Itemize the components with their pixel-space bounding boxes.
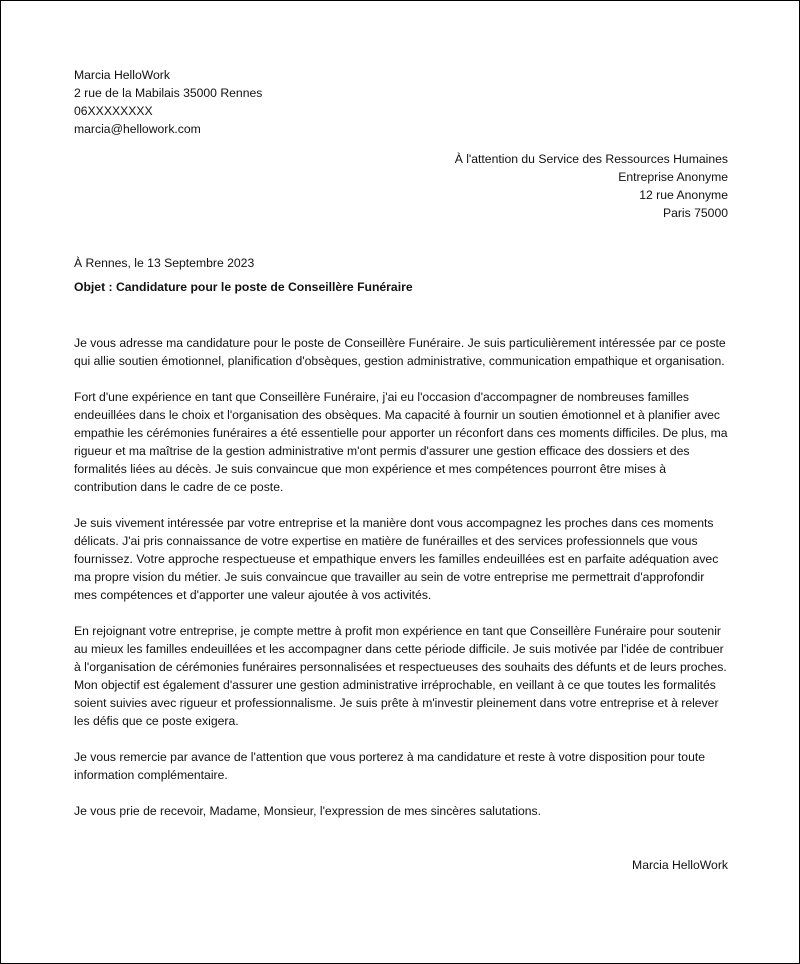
body-paragraph: En rejoignant votre entreprise, je compte mettre à profit mon expérience en tant que Conseillère Funéraire pour soutenir au mieux les familles endeuillées et les accompagner dans cette période difficile. Je suis motivée par l'idée de contribuer à l'organisation de cérémonies funéraires personnalisées et respectueuses des souhaits des défunts et de leurs proches. Mon objectif est également d'assurer une gestion administrative irréprochable, en veillant à ce que toutes les formalités soient suivies avec rigueur et professionnalisme. Je suis prête à m'investir pleinement dans votre entreprise et à relever les défis que ce poste exigera. [74, 624, 727, 728]
sender-address: 2 rue de la Mabilais 35000 Rennes [74, 86, 263, 100]
recipient-attention: À l'attention du Service des Ressources Humaines [454, 152, 728, 166]
body-paragraph: Je suis vivement intéressée par votre entreprise et la manière dont vous accompagnez les proches dans ces moments délicats. J'ai pris connaissance de votre expertise en matière de funérailles et des services professionnels que vous fournissez. Votre approche respectueuse et empathique envers les familles endeuillées est en parfaite adéquation avec ma propre vision du métier. Je suis convaincue que travailler au sein de votre entreprise me permettrait d'approfondir mes compétences et d'apporter une valeur ajoutée à vos activités. [74, 516, 719, 602]
date-line: À Rennes, le 13 Septembre 2023 [74, 256, 255, 270]
sender-phone: 06XXXXXXXX [74, 104, 153, 118]
recipient-company: Entreprise Anonyme [618, 170, 728, 184]
body-paragraph: Fort d'une expérience en tant que Conseillère Funéraire, j'ai eu l'occasion d'accompagner de nombreuses familles endeuillées dans le choix et l'organisation des obsèques. Ma capacité à fournir un soutien émotionnel et à planifier avec empathie les cérémonies funéraires a été essentielle pour apporter un réconfort dans ces moments difficiles. De plus, ma rigueur et ma maîtrise de la gestion administrative m'ont permis d'assurer une gestion efficace des dossiers et des formalités liées au décès. Je suis convaincue que mon expérience et mes compétences pourront être mises à contribution dans le cadre de ce poste. [74, 390, 728, 494]
sender-block [74, 66, 728, 138]
sender-email: marcia@hellowork.com [74, 122, 201, 136]
letter-body [74, 334, 728, 784]
subject-line: Objet : Candidature pour le poste de Conseillère Funéraire [74, 280, 413, 294]
body-paragraph: Je vous adresse ma candidature pour le poste de Conseillère Funéraire. Je suis particulièrement intéressée par ce poste qui allie soutien émotionnel, planification d'obsèques, gestion administrative, communication empathique et organisation. [74, 336, 726, 368]
recipient-city: Paris 75000 [662, 206, 728, 220]
signature: Marcia HelloWork [632, 858, 728, 872]
recipient-street: 12 rue Anonyme [639, 188, 728, 202]
body-paragraph: Je vous remercie par avance de l'attention que vous porterez à ma candidature et reste à votre disposition pour toute information complémentaire. [74, 750, 706, 782]
letter-content [74, 66, 728, 874]
sender-name: Marcia HelloWork [74, 68, 170, 82]
recipient-block [74, 150, 728, 222]
closing-line: Je vous prie de recevoir, Madame, Monsieur, l'expression de mes sincères salutations. [74, 804, 542, 818]
